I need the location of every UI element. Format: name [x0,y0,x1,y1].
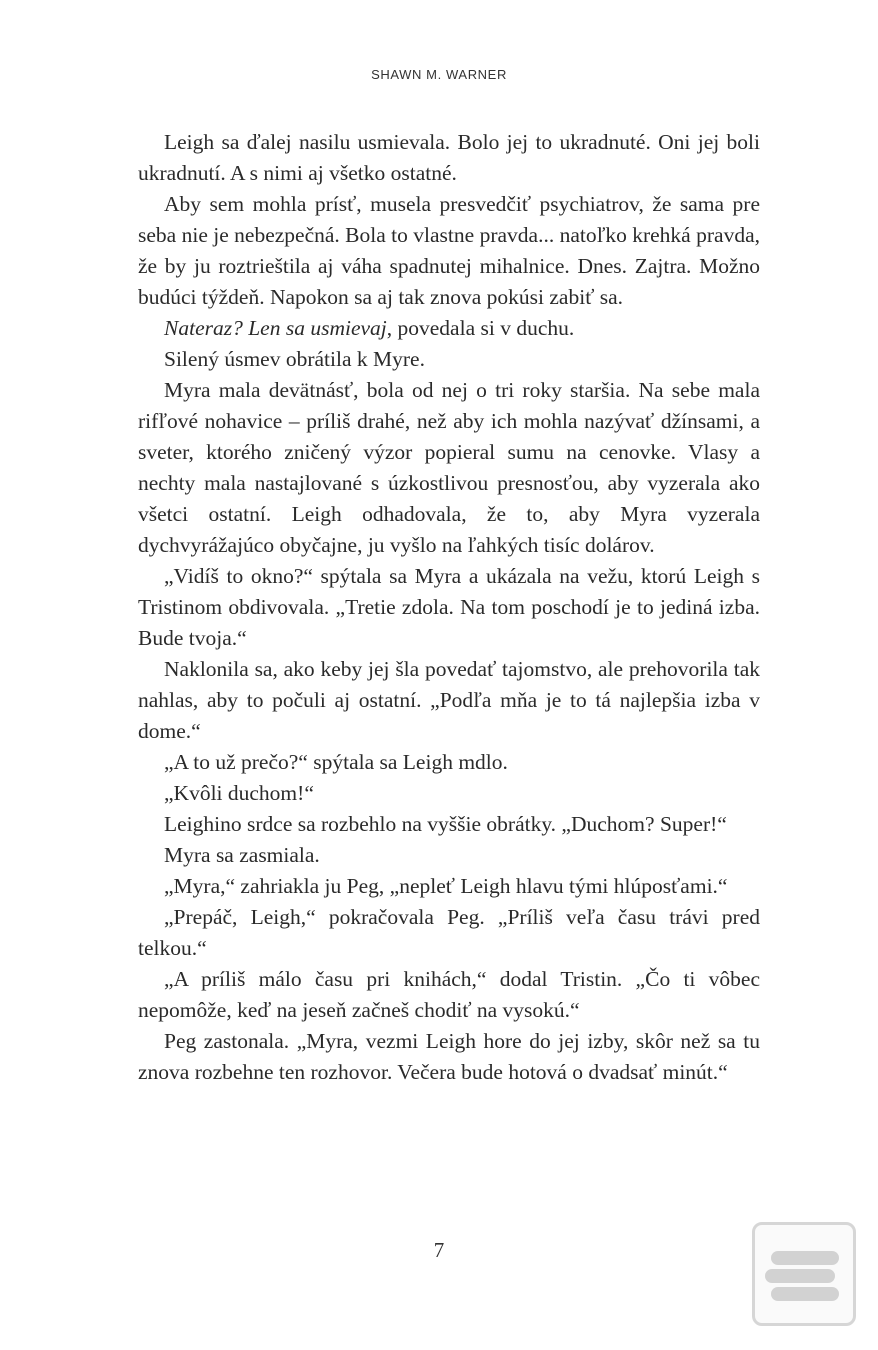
paragraph: „Kvôli duchom!“ [164,781,314,805]
paragraph: „A to už prečo?“ spýtala sa Leigh mdlo. [164,750,508,774]
paragraph: „Prepáč, Leigh,“ pokračovala Peg. „Príliš veľa času trávi pred telkou.“ [138,905,760,960]
body-text [138,127,760,1088]
reader-toggle-button[interactable] [752,1222,856,1326]
running-head: SHAWN M. WARNER [371,67,507,82]
paragraph: „Vidíš to okno?“ spýtala sa Myra a ukázala na vežu, ktorú Leigh s Tristinom obdivovala. „Tretie zdola. Na tom poschodí je to jediná izba. Bude tvoja.“ [138,564,760,650]
paragraph: Peg zastonala. „Myra, vezmi Leigh hore do jej izby, skôr než sa tu znova rozbehne ten rozhovor. Večera bude hotová o dvadsať minút.“ [138,1029,760,1084]
paragraph: Leigh sa ďalej nasilu usmievala. Bolo jej to ukradnuté. Oni jej boli ukradnutí. A s nimi aj všetko ostatné. [138,130,760,185]
paragraph: Myra sa zasmiala. [164,843,320,867]
paragraph-rest: , povedala si v duchu. [386,316,575,340]
paragraph: „A príliš málo času pri knihách,“ dodal Tristin. „Čo ti vôbec nepomôže, keď na jeseň začneš chodiť na vysokú.“ [138,967,760,1022]
italic-thought: Nateraz? Len sa usmievaj [164,316,387,340]
paragraph: Silený úsmev obrátila k Myre. [164,347,425,371]
paragraph: „Myra,“ zahriakla ju Peg, „nepleť Leigh hlavu tými hlúposťami.“ [164,874,728,898]
paragraph: Leighino srdce sa rozbehlo na vyššie obrátky. „Duchom? Super!“ [164,812,727,836]
paragraph: Myra mala devätnásť, bola od nej o tri roky staršia. Na sebe mala rifľové nohavice – príliš drahé, než aby ich mohla nazývať džínsami, a sveter, ktorého zničený výzor popieral sumu na cenovke. Vlasy a nechty mala nastajlované s úzkostlivou presnosťou, aby vyzerala ako všetci ostatní. Leigh odhadovala, že to, aby Myra vyzerala dychvyrážajúco obyčajne, ju vyšlo na ľahkých tisíc dolárov. [138,378,760,557]
paragraph [138,313,760,344]
paragraph: Aby sem mohla prísť, musela presvedčiť psychiatrov, že sama pre seba nie je nebezpečná. Bola to vlastne pravda... natoľko krehká pravda, že by ju roztrieštila aj váha spadnutej mihalnice. Dnes. Zajtra. Možno budúci týždeň. Napokon sa aj tak znova pokúsi zabiť sa. [138,192,760,309]
page-number: 7 [433,1238,445,1262]
paragraph: Naklonila sa, ako keby jej šla povedať tajomstvo, ale prehovorila tak nahlas, aby to počuli aj ostatní. „Podľa mňa je to tá najlepšia izba v dome.“ [138,657,760,743]
